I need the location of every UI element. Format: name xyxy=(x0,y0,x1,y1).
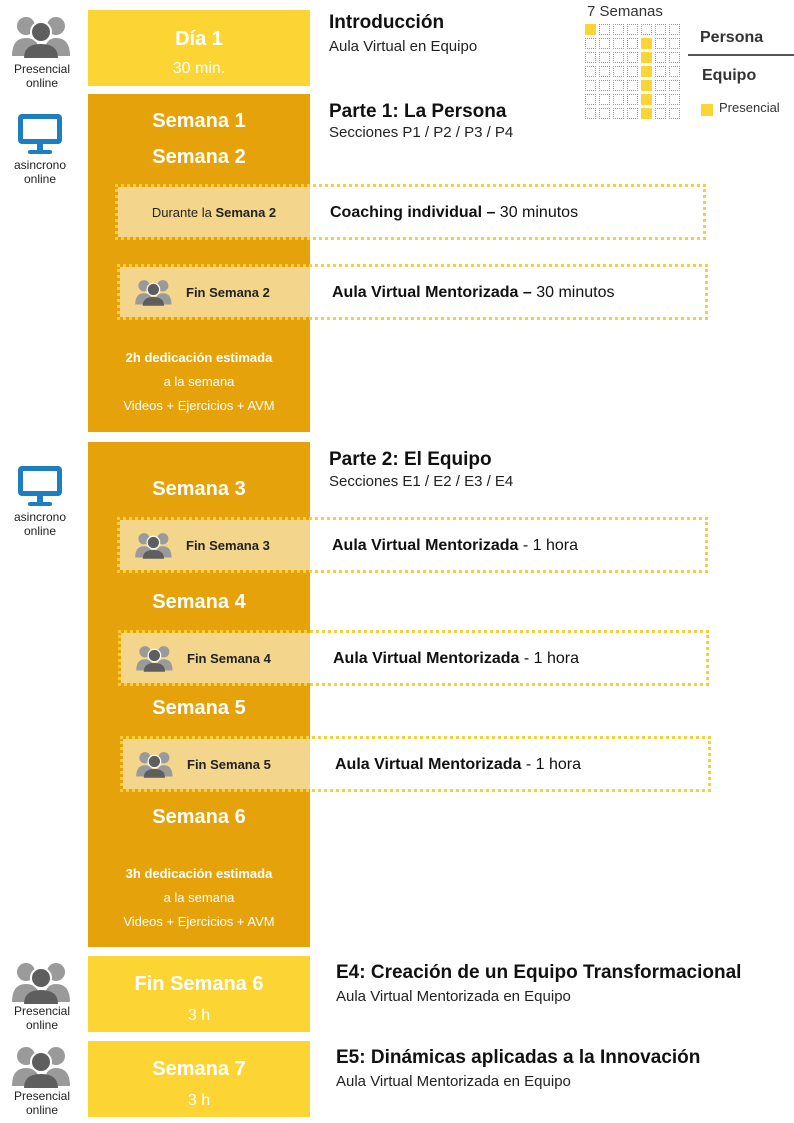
fin6-block xyxy=(88,956,310,1032)
avm-label: Aula Virtual Mentorizada – 30 minutos xyxy=(332,284,615,301)
avm-when: Fin Semana 4 xyxy=(121,633,310,683)
people-icon xyxy=(135,644,175,672)
side-label: asincrono online xyxy=(13,510,67,538)
legend-equipo: Equipo xyxy=(702,67,757,84)
week6-label: Semana 6 xyxy=(152,806,246,828)
side-label: Presencial online xyxy=(13,62,71,90)
e5-subtitle: Aula Virtual Mentorizada en Equipo xyxy=(336,1073,571,1090)
grid-cell xyxy=(599,66,610,77)
dia1-title: Día 1 xyxy=(175,28,223,50)
dia1-duration: 30 min. xyxy=(172,60,226,77)
grid-cell xyxy=(627,52,638,63)
part2-sections: Secciones E1 / E2 / E3 / E4 xyxy=(329,473,514,490)
fin6-title: Fin Semana 6 xyxy=(134,973,264,995)
grid-cell xyxy=(585,80,596,91)
side-label: Presencial online xyxy=(13,1089,71,1117)
part1-sections: Secciones P1 / P2 / P3 / P4 xyxy=(329,124,514,141)
grid-cell xyxy=(655,108,666,119)
grid-cell xyxy=(669,38,680,49)
side-label: asincrono online xyxy=(13,158,67,186)
avm-when: Fin Semana 3 xyxy=(120,520,310,570)
week1-label: Semana 1 xyxy=(152,110,246,132)
week3-label: Semana 3 xyxy=(152,478,246,500)
legend-presencial: Presencial xyxy=(719,100,780,115)
grid-cell xyxy=(599,52,610,63)
e4-title: E4: Creación de un Equipo Transformacional xyxy=(336,962,742,983)
grid-cell xyxy=(655,66,666,77)
intro-subtitle: Aula Virtual en Equipo xyxy=(329,38,478,55)
grid-cell xyxy=(613,66,624,77)
grid-cell xyxy=(599,38,610,49)
grid-cell xyxy=(655,52,666,63)
grid-cell xyxy=(585,108,596,119)
grid-cell xyxy=(613,24,624,35)
grid-cell xyxy=(627,38,638,49)
legend-divider xyxy=(688,54,794,56)
grid-cell xyxy=(669,108,680,119)
e4-subtitle: Aula Virtual Mentorizada en Equipo xyxy=(336,988,571,1005)
week-grid xyxy=(585,24,685,124)
dedication-note: 2h dedicación estimada a la semana Videos + Ejercicios + AVM xyxy=(123,350,275,413)
avm-label: Aula Virtual Mentorizada - 1 hora xyxy=(333,650,579,667)
grid-cell xyxy=(669,24,680,35)
fin6-duration: 3 h xyxy=(187,1007,211,1024)
grid-cell xyxy=(613,94,624,105)
week7-title: Semana 7 xyxy=(152,1058,246,1080)
part1-block xyxy=(88,94,310,432)
people-icon xyxy=(10,1044,74,1088)
grid-cell xyxy=(613,80,624,91)
legend-weeks: 7 Semanas xyxy=(587,3,663,20)
grid-cell xyxy=(585,52,596,63)
people-icon xyxy=(10,14,74,58)
avm-when: Fin Semana 5 xyxy=(123,739,310,789)
part2-title: Parte 2: El Equipo xyxy=(329,449,492,470)
side-label: Presencial online xyxy=(13,1004,71,1032)
intro-title: Introducción xyxy=(329,12,445,33)
grid-cell xyxy=(641,38,652,49)
coaching-label: Coaching individual – 30 minutos xyxy=(330,204,579,221)
grid-cell xyxy=(599,108,610,119)
people-icon xyxy=(134,278,174,306)
grid-cell xyxy=(669,66,680,77)
grid-cell xyxy=(655,38,666,49)
people-icon xyxy=(134,531,174,559)
grid-cell xyxy=(599,94,610,105)
grid-cell xyxy=(599,80,610,91)
grid-cell xyxy=(627,94,638,105)
people-icon xyxy=(135,750,175,778)
grid-cell xyxy=(655,80,666,91)
grid-cell xyxy=(613,108,624,119)
coaching-when: Durante la Semana 2 xyxy=(118,187,310,237)
week7-duration: 3 h xyxy=(187,1092,211,1109)
week4-label: Semana 4 xyxy=(152,591,246,613)
grid-cell xyxy=(613,52,624,63)
grid-cell xyxy=(641,66,652,77)
grid-cell xyxy=(655,94,666,105)
grid-cell xyxy=(599,24,610,35)
avm-label: Aula Virtual Mentorizada - 1 hora xyxy=(335,756,581,773)
avm-when: Fin Semana 2 xyxy=(120,267,310,317)
legend-persona: Persona xyxy=(700,29,764,46)
legend-presencial-swatch xyxy=(701,104,713,116)
grid-cell xyxy=(613,38,624,49)
grid-cell xyxy=(585,24,596,35)
grid-cell xyxy=(585,94,596,105)
week7-block xyxy=(88,1041,310,1117)
monitor-icon xyxy=(16,464,64,508)
dia1-block xyxy=(88,10,310,86)
grid-cell xyxy=(641,108,652,119)
grid-cell xyxy=(641,24,652,35)
grid-cell xyxy=(627,108,638,119)
week5-label: Semana 5 xyxy=(152,697,246,719)
grid-cell xyxy=(627,66,638,77)
dedication-note: 3h dedicación estimada a la semana Videos + Ejercicios + AVM xyxy=(123,866,275,929)
grid-cell xyxy=(655,24,666,35)
grid-cell xyxy=(585,66,596,77)
avm-label: Aula Virtual Mentorizada - 1 hora xyxy=(332,537,578,554)
part1-title: Parte 1: La Persona xyxy=(329,101,507,122)
grid-cell xyxy=(641,80,652,91)
grid-cell xyxy=(627,24,638,35)
grid-cell xyxy=(641,94,652,105)
grid-cell xyxy=(641,52,652,63)
grid-cell xyxy=(669,52,680,63)
grid-cell xyxy=(585,38,596,49)
grid-cell xyxy=(669,94,680,105)
grid-cell xyxy=(627,80,638,91)
monitor-icon xyxy=(16,112,64,156)
grid-cell xyxy=(669,80,680,91)
week2-label: Semana 2 xyxy=(152,146,246,168)
people-icon xyxy=(10,960,74,1004)
e5-title: E5: Dinámicas aplicadas a la Innovación xyxy=(336,1047,701,1068)
